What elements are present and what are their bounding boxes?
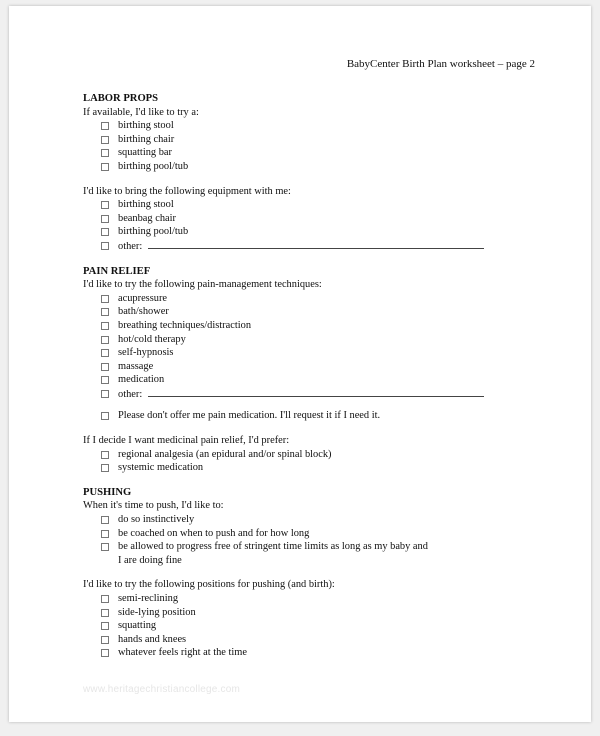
checkbox[interactable] bbox=[101, 595, 109, 603]
checkbox[interactable] bbox=[101, 451, 109, 459]
checkbox[interactable] bbox=[101, 201, 109, 209]
checklist bbox=[83, 448, 551, 475]
checklist-item[interactable]: birthing pool/tub bbox=[83, 160, 551, 174]
checkbox[interactable] bbox=[101, 228, 109, 236]
checklist-item[interactable]: medication bbox=[83, 373, 551, 387]
checklist-item[interactable]: beanbag chair bbox=[83, 212, 551, 226]
section-intro: I'd like to try the following positions for pushing (and birth): bbox=[83, 579, 335, 591]
checklist-item[interactable]: regional analgesia (an epidural and/or spinal block) bbox=[83, 448, 551, 462]
checklist-item-no-medication[interactable]: Please don't offer me pain medication. I'll request it if I need it. bbox=[83, 409, 551, 423]
section-intro: If available, I'd like to try a: bbox=[83, 106, 199, 118]
checkbox[interactable] bbox=[101, 363, 109, 371]
checklist-item[interactable]: birthing stool bbox=[83, 119, 551, 133]
checkbox[interactable] bbox=[101, 149, 109, 157]
section-intro: I'd like to try the following pain-management techniques: bbox=[83, 279, 322, 291]
checkbox[interactable] bbox=[101, 390, 109, 398]
checklist-item[interactable]: squatting bar bbox=[83, 146, 551, 160]
checklist bbox=[83, 592, 551, 660]
checklist-item[interactable]: breathing techniques/distraction bbox=[83, 319, 551, 333]
checkbox[interactable] bbox=[101, 136, 109, 144]
checklist-item[interactable]: bath/shower bbox=[83, 305, 551, 319]
checklist bbox=[83, 513, 551, 567]
checklist-item[interactable]: do so instinctively bbox=[83, 513, 551, 527]
checkbox[interactable] bbox=[101, 530, 109, 538]
checkbox[interactable] bbox=[101, 322, 109, 330]
checklist-item-other[interactable]: other: bbox=[83, 387, 551, 402]
checkbox[interactable] bbox=[101, 376, 109, 384]
section-pushing bbox=[83, 486, 551, 660]
section-title: PUSHING bbox=[83, 486, 132, 498]
checklist-item[interactable]: hot/cold therapy bbox=[83, 333, 551, 347]
checkbox[interactable] bbox=[101, 336, 109, 344]
checklist-item[interactable]: semi-reclining bbox=[83, 592, 551, 606]
document-page bbox=[9, 6, 591, 722]
section-title: LABOR PROPS bbox=[83, 93, 159, 104]
checklist-item[interactable]: acupressure bbox=[83, 292, 551, 306]
section-intro: If I decide I want medicinal pain relief, I'd prefer: bbox=[83, 435, 290, 447]
section-title: PAIN RELIEF bbox=[83, 265, 151, 277]
checklist-item[interactable]: be coached on when to push and for how long bbox=[83, 527, 551, 541]
worksheet-content bbox=[83, 92, 551, 660]
checkbox[interactable] bbox=[101, 349, 109, 357]
checkbox[interactable] bbox=[101, 163, 109, 171]
section-intro: I'd like to bring the following equipment with me: bbox=[83, 185, 291, 197]
checklist-item[interactable]: whatever feels right at the time bbox=[83, 646, 551, 660]
checklist-item[interactable]: systemic medication bbox=[83, 461, 551, 475]
checkbox[interactable] bbox=[101, 649, 109, 657]
other-fill-line[interactable] bbox=[148, 387, 484, 397]
checkbox[interactable] bbox=[101, 242, 109, 250]
section-pain-relief bbox=[83, 265, 551, 475]
checkbox[interactable] bbox=[101, 636, 109, 644]
checklist-item[interactable]: massage bbox=[83, 360, 551, 374]
checklist-item[interactable]: birthing stool bbox=[83, 198, 551, 212]
other-fill-line[interactable] bbox=[148, 239, 484, 249]
checkbox[interactable] bbox=[101, 464, 109, 472]
checkbox[interactable] bbox=[101, 215, 109, 223]
checklist bbox=[83, 292, 551, 402]
section-labor-props bbox=[83, 92, 551, 254]
checklist-item-other[interactable]: other: bbox=[83, 239, 551, 254]
checklist bbox=[83, 198, 551, 253]
checkbox[interactable] bbox=[101, 516, 109, 524]
checkbox[interactable] bbox=[101, 609, 109, 617]
checkbox[interactable] bbox=[101, 295, 109, 303]
checklist-item[interactable]: side-lying position bbox=[83, 606, 551, 620]
checklist-item[interactable]: self-hypnosis bbox=[83, 346, 551, 360]
watermark-text: www.heritagechristiancollege.com bbox=[83, 684, 241, 695]
checkbox[interactable] bbox=[101, 622, 109, 630]
checklist bbox=[83, 409, 551, 423]
page-header: BabyCenter Birth Plan worksheet – page 2 bbox=[346, 58, 535, 70]
section-intro: When it's time to push, I'd like to: bbox=[83, 500, 224, 512]
checklist-item[interactable]: squatting bbox=[83, 619, 551, 633]
checkbox[interactable] bbox=[101, 412, 109, 420]
checklist bbox=[83, 119, 551, 173]
checklist-item[interactable]: hands and knees bbox=[83, 633, 551, 647]
checklist-item[interactable]: be allowed to progress free of stringent time limits as long as my baby and I are doing fine bbox=[83, 540, 551, 567]
checkbox[interactable] bbox=[101, 543, 109, 551]
checkbox[interactable] bbox=[101, 122, 109, 130]
checkbox[interactable] bbox=[101, 308, 109, 316]
checklist-item[interactable]: birthing pool/tub bbox=[83, 225, 551, 239]
checklist-item[interactable]: birthing chair bbox=[83, 133, 551, 147]
